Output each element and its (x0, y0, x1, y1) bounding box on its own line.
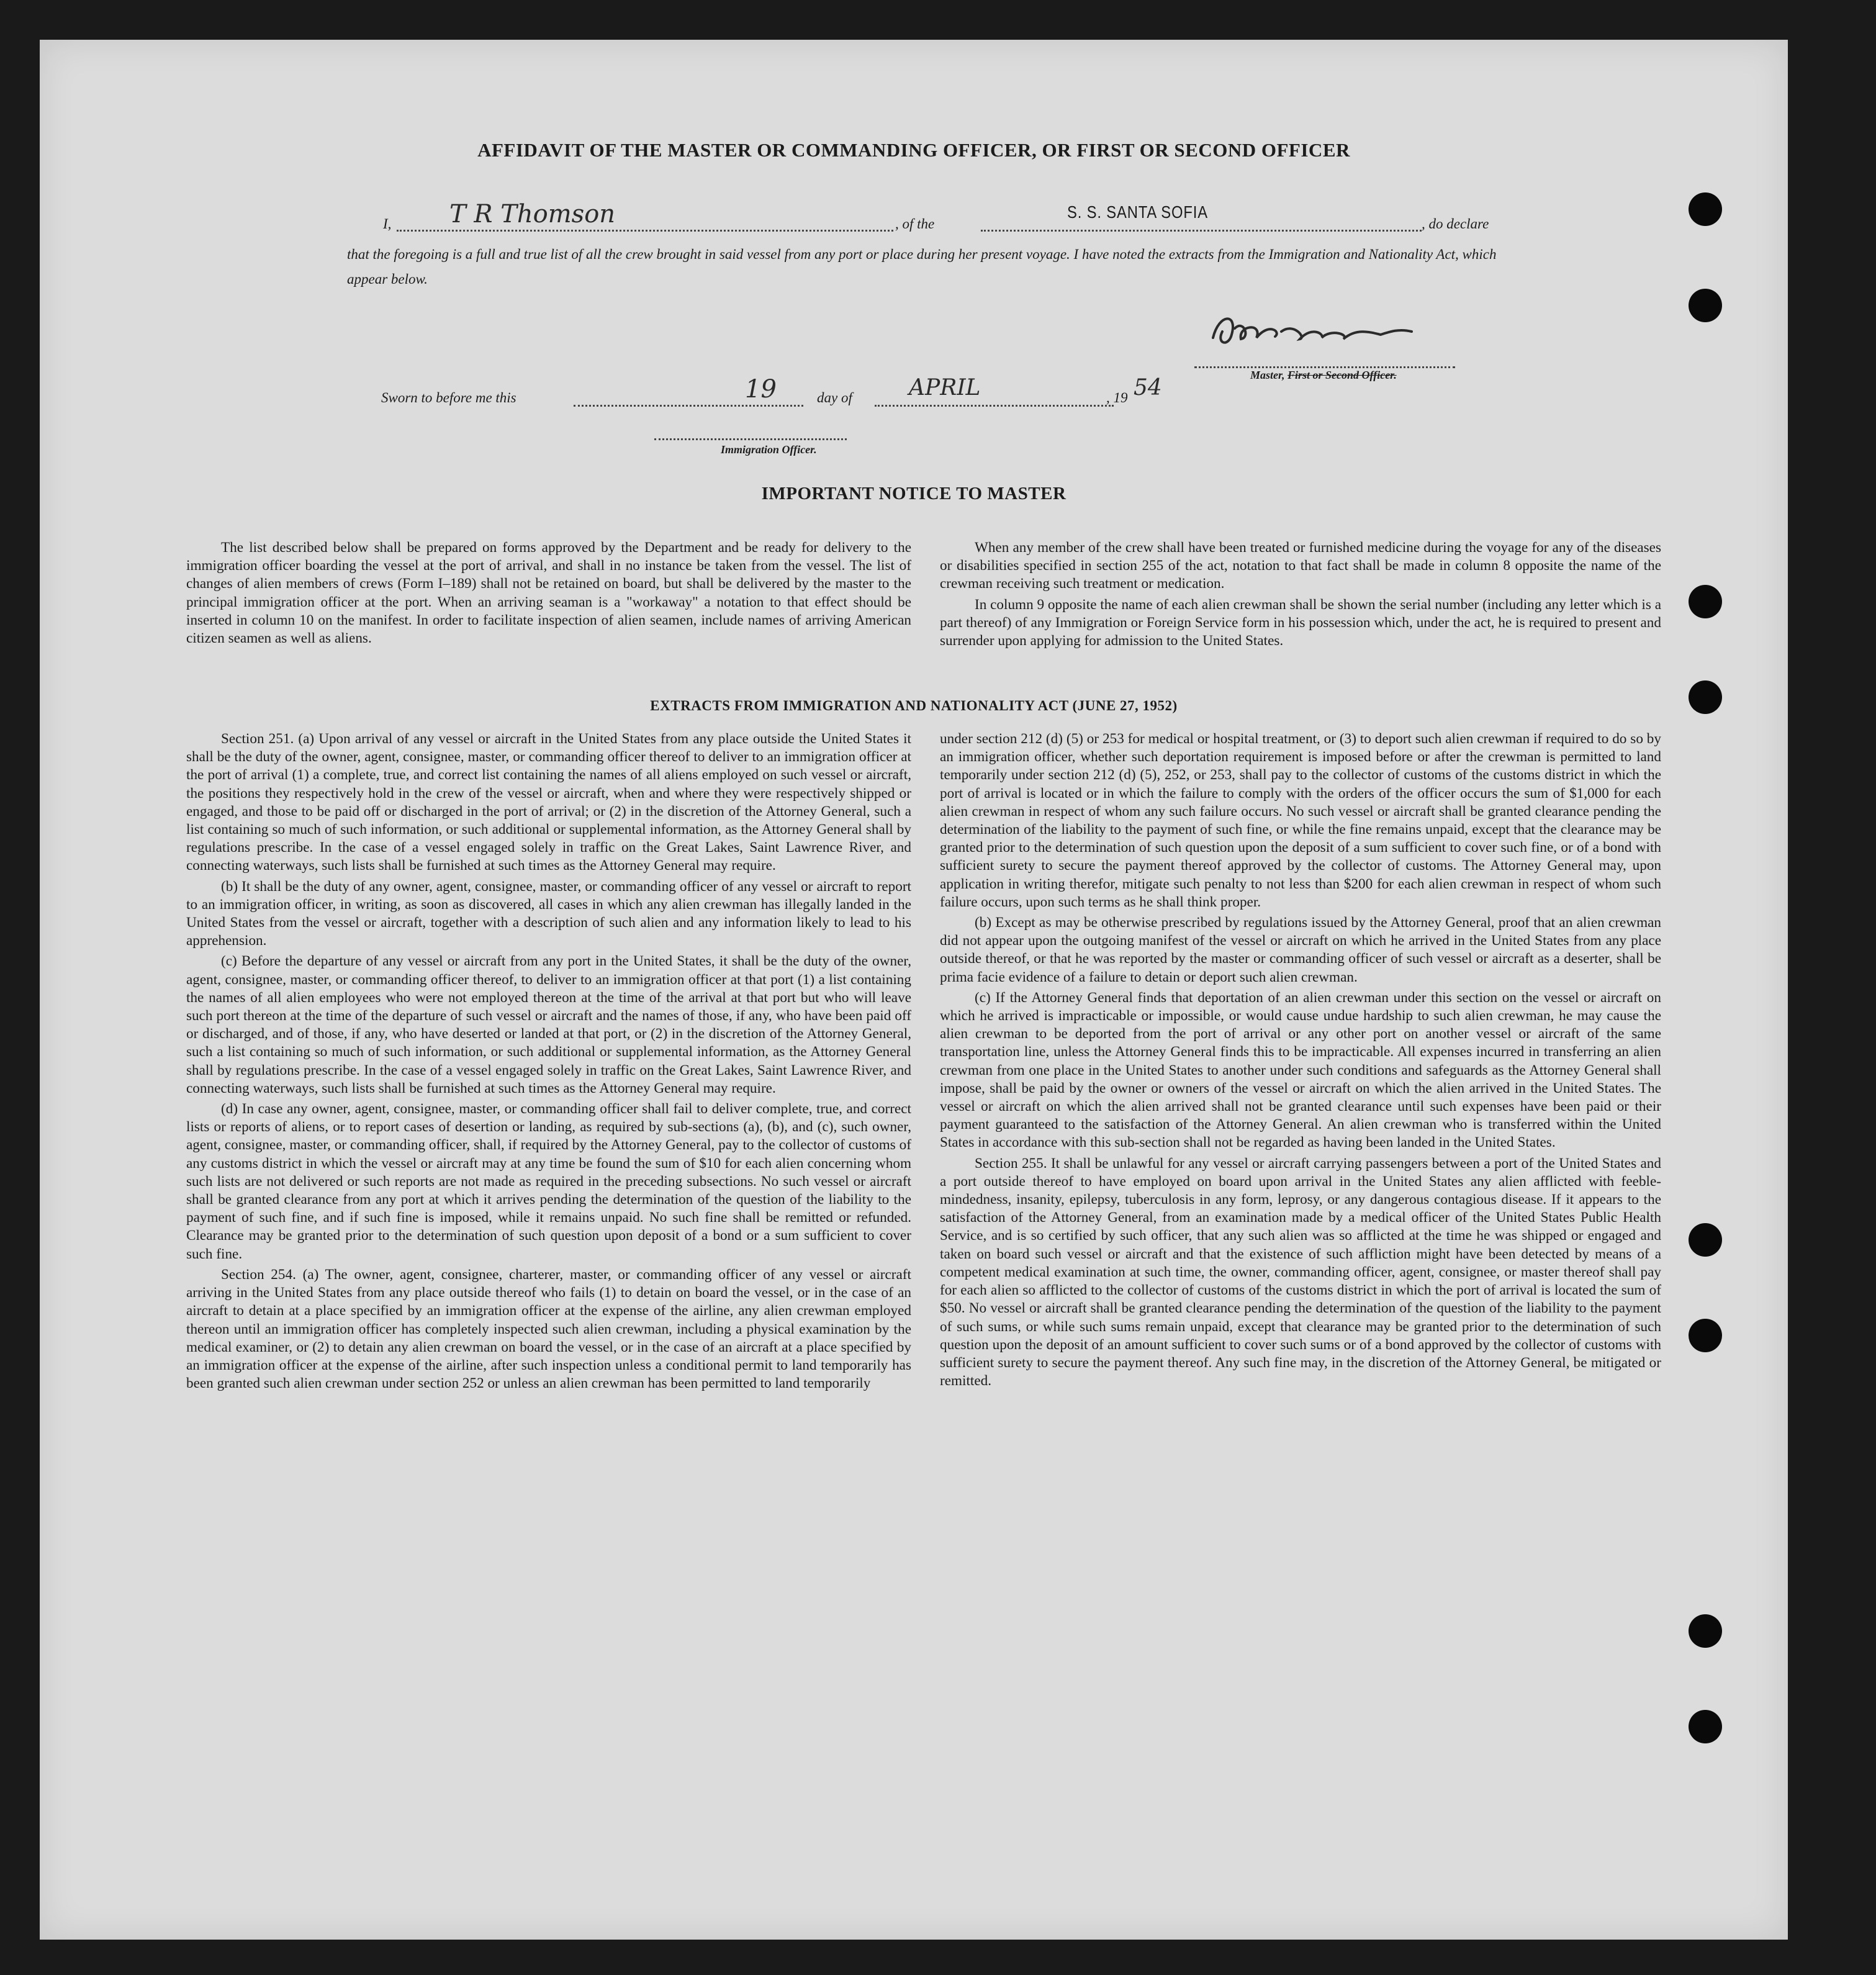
vessel-line (981, 230, 1422, 232)
punch-hole (1689, 289, 1722, 322)
master-label (1250, 369, 1397, 382)
vessel-name: S. S. SANTA SOFIA (1067, 202, 1208, 222)
punch-hole (1689, 1319, 1722, 1352)
extract-paragraph: Section 254. (a) The owner, agent, consignee, charterer, master, or commanding officer of any vessel or aircraft arriving in the United States from any place outside thereof who fails (1) to detain on board the vessel, or in the case of an aircraft to detain at a place specified by an immigration officer at the expense of the airline, any alien crewman employed thereon until an immigration officer has completely inspected such alien crewman, including a physical examination by the medical examiner, or (2) to detain any alien crewman on board the vessel, or in the case of an aircraft at a place specified by an immigration officer at the expense of the airline, after such inspection unless a conditional permit to land temporarily has been granted such alien crewman under section 252 or unless an alien crewman has been permitted to land temporarily (186, 1266, 911, 1392)
extracts-right-column (940, 730, 1661, 1393)
punch-hole (1689, 1710, 1722, 1743)
punch-hole (1689, 1223, 1722, 1257)
extracts-left-column (186, 730, 911, 1395)
sworn-day: 19 (745, 375, 777, 404)
master-signature (1207, 301, 1418, 363)
extract-paragraph: under section 212 (d) (5) or 253 for medical or hospital treatment, or (3) to deport such alien crewman if required to do so by an immigration officer, whether such deportation requirement is imposed before or after the crewman is permitted to land temporarily under section 212 (d) (5), 252, or 253, shall pay to the collector of customs of the customs district in which the port of arrival is located or in which the failure to comply with the orders of the officer occurs the sum of $1,000 for each alien crewman in respect of whom any such failure occurs. No such vessel or aircraft shall be granted clearance pending the determination of the liability to the payment of such fine, or while the fine remains unpaid, except that the clearance may be granted prior to the determination of such question upon the deposit of a sum sufficient to cover such fine, or of a bond with sufficient surety to secure the payment thereof approved by the collector of customs. The Attorney General may, upon application in writing therefor, mitigate such penalty to not less than $200 for each alien crewman in respect of whom such failure occurs, upon such terms as he shall think proper. (940, 731, 1661, 910)
extract-paragraph: (c) If the Attorney General finds that deportation of an alien crewman under this section on the vessel or aircraft on which he arrived is impracticable or impossible, or would cause undue hardship to such alien crewman, he may cause the alien crewman to be deported from the port of arrival or any other port on another vessel or aircraft of the same transportation line, unless the Attorney General finds this to be impracticable. All expenses incurred in transferring an alien crewman from one place in the United States to another under such conditions and safeguards as the Attorney General shall impose, shall be paid by the owner or owners of the vessel or aircraft on which the alien arrived in the United States. The vessel or aircraft on which the alien arrived shall not be granted clearance until such expenses have been paid or their payment guaranteed to the satisfaction of the Attorney General. An alien crewman who is transferred within the United States in accordance with this sub-section shall not be regarded as having been landed in the United States. (940, 989, 1661, 1151)
punch-hole (1689, 1614, 1722, 1648)
notice-right-column (940, 539, 1661, 653)
affidavit-title: AFFIDAVIT OF THE MASTER OR COMMANDING OFFICER, OR FIRST OR SECOND OFFICER (477, 139, 1350, 161)
notice-paragraph: When any member of the crew shall have been treated or furnished medicine during the voyage for any of the diseases or disabilities specified in section 255 of the act, notation to that fact shall be made in column 8 opposite the name of the crewman receiving such treatment or medication. (940, 540, 1661, 592)
struck-officer-label: First or Second Officer. (1287, 369, 1397, 381)
sworn-year: 54 (1134, 375, 1162, 400)
immigration-officer-label: Immigration Officer. (721, 443, 817, 456)
punch-hole (1689, 192, 1722, 226)
declaration-text: that the foregoing is a full and true list of all the crew brought in said vessel from any port or place during her present voyage. I have noted the extracts from the Immigration and Nationality Act, which appear below. (347, 246, 1497, 287)
document-page (40, 40, 1788, 1940)
name-line (397, 230, 893, 232)
officer-line (654, 438, 847, 440)
day-line (574, 405, 803, 407)
do-declare-label: , do declare (1422, 216, 1489, 232)
notice-paragraph: In column 9 opposite the name of each alien crewman shall be shown the serial number (including any letter which is a part thereof) of any Immigration or Foreign Service form in his possession which, under the act, he is required to present and surrender upon applying for admission to the United States. (940, 596, 1661, 649)
crew-master-name: T R Thomson (449, 200, 616, 228)
of-the-label: , of the (895, 216, 935, 232)
extract-paragraph: Section 251. (a) Upon arrival of any vessel or aircraft in the United States from any place outside the United States it shall be the duty of the owner, agent, consignee, master, or commanding officer thereof to deliver to an immigration officer at the port of arrival (1) a complete, true, and correct list containing the names of all aliens employed on such vessel or aircraft, the positions they respectively hold in the crew of the vessel or aircraft, when and where they were respectively shipped or engaged, and those to be paid off or discharged in the port of arrival; or (2) in the discretion of the Attorney General, such a list containing so much of such information, or such additional or supplemental information, as the Attorney General shall by regulations prescribe. In the case of a vessel engaged solely in traffic on the Great Lakes, Saint Lawrence River, and connecting waterways, such lists shall be furnished at such times as the Attorney General may require. (186, 731, 911, 874)
extract-paragraph: (c) Before the departure of any vessel or aircraft from any port in the United States, it shall be the duty of the owner, agent, consignee, master, or commanding officer thereof, to deliver to an immigration officer at that port (1) a list containing the names of all alien employees who were not employed thereon at the time of the arrival at that port but who will leave such port thereon at the time of the departure of such vessel or aircraft and the names of those, if any, who have been paid off or discharged, and of those, if any, who have deserted or landed at that port, or (2) in the discretion of the Attorney General, such a list containing so much of such information, or such additional or supplemental information, as the Attorney General shall by regulations prescribe. In the case of a vessel engaged solely in traffic on the Great Lakes, Saint Lawrence River, and connecting waterways, such lists shall be furnished at such times as the Attorney General may require. (186, 953, 911, 1096)
year-prefix: , 19 (1106, 390, 1128, 405)
i-label: I, (383, 216, 392, 232)
extract-paragraph: Section 255. It shall be unlawful for any vessel or aircraft carrying passengers between a port of the United States and a port outside thereof to have employed on board upon arrival in the United States any alien afflicted with feeble-mindedness, insanity, epilepsy, tuberculosis in any form, leprosy, or any dangerous contagious disease. If it appears to the satisfaction of the Attorney General, from an examination made by a medical officer of the United States Public Health Service, and is so certified by such officer, that any such alien was so afflicted at the time he was shipped or engaged and taken on board such vessel or aircraft and that the existence of such affliction might have been detected by means of a competent medical examination at such time, the owner, commanding officer, agent, consignee, or master thereof shall pay for each alien so afflicted to the collector of customs of the customs district in which the port of arrival is located the sum of $50. No vessel or aircraft shall be granted clearance pending the determination of the question of the liability to the payment of such sums, or while such sums remain unpaid, except that clearance may be granted prior to the determination of such question upon the deposit of an amount sufficient to cover such sums or of a bond approved by the collector of customs with sufficient surety to secure the payment thereof. Any such fine may, in the discretion of the Attorney General, be mitigated or remitted. (940, 1155, 1661, 1390)
sworn-month: APRIL (909, 375, 981, 400)
month-line (875, 405, 1114, 407)
signature-line (1194, 366, 1455, 368)
extract-paragraph: (b) Except as may be otherwise prescribed by regulations issued by the Attorney General, proof that an alien crewman did not appear upon the outgoing manifest of the vessel or aircraft on which he arrived in the United States from any place outside thereof, or that he was reported by the master or commanding officer of such vessel or aircraft as a deserter, shall be prima facie evidence of a failure to detain or deport such alien crewman. (940, 915, 1661, 985)
extract-paragraph: (b) It shall be the duty of any owner, agent, consignee, master, or commanding officer of any vessel or aircraft to report to an immigration officer, in writing, as soon as discovered, all cases in which any alien crewman has illegally landed in the United States from the vessel or aircraft, together with a description of such alien and any information likely to lead to his apprehension. (186, 878, 911, 949)
day-of-label: day of (817, 390, 852, 405)
extracts-title: EXTRACTS FROM IMMIGRATION AND NATIONALITY ACT (JUNE 27, 1952) (650, 698, 1178, 713)
master-label-text: Master, (1250, 369, 1288, 381)
sworn-label: Sworn to before me this (381, 390, 516, 405)
punch-hole (1689, 585, 1722, 618)
notice-left-column (186, 539, 911, 650)
notice-title: IMPORTANT NOTICE TO MASTER (761, 484, 1067, 504)
extract-paragraph: (d) In case any owner, agent, consignee, master, or commanding officer shall fail to deliver complete, true, and correct lists or reports of aliens, or to report cases of desertion or landing, as required by sub-sections (a), (b), and (c), such owner, agent, consignee, master, or commanding officer, shall, if required by the Attorney General, pay to the collector of customs of any customs district in which the vessel or aircraft may at any time be found the sum of $10 for each alien concerning whom such lists are not delivered or such reports are not made as required in the preceding subsections. No such vessel or aircraft shall be granted clearance from any port at which it arrives pending the determination of the question of the liability to the payment of such fine, and if such fine is imposed, while it remains unpaid. No such fine shall be remitted or refunded. Clearance may be granted prior to the determination of such question upon deposit of a bond or a sum sufficient to cover such fine. (186, 1101, 911, 1262)
notice-paragraph: The list described below shall be prepared on forms approved by the Department and be ready for delivery to the immigration officer boarding the vessel at the port of arrival, and shall in no instance be taken from the vessel. The list of changes of alien members of crews (Form I–189) shall not be retained on board, but shall be delivered by the master to the principal immigration officer at the port. When an arriving seaman is a "workaway" a notation to that effect should be inserted in column 10 on the manifest. In order to facilitate inspection of alien seamen, include names of arriving American citizen seamen as well as aliens. (186, 540, 911, 647)
